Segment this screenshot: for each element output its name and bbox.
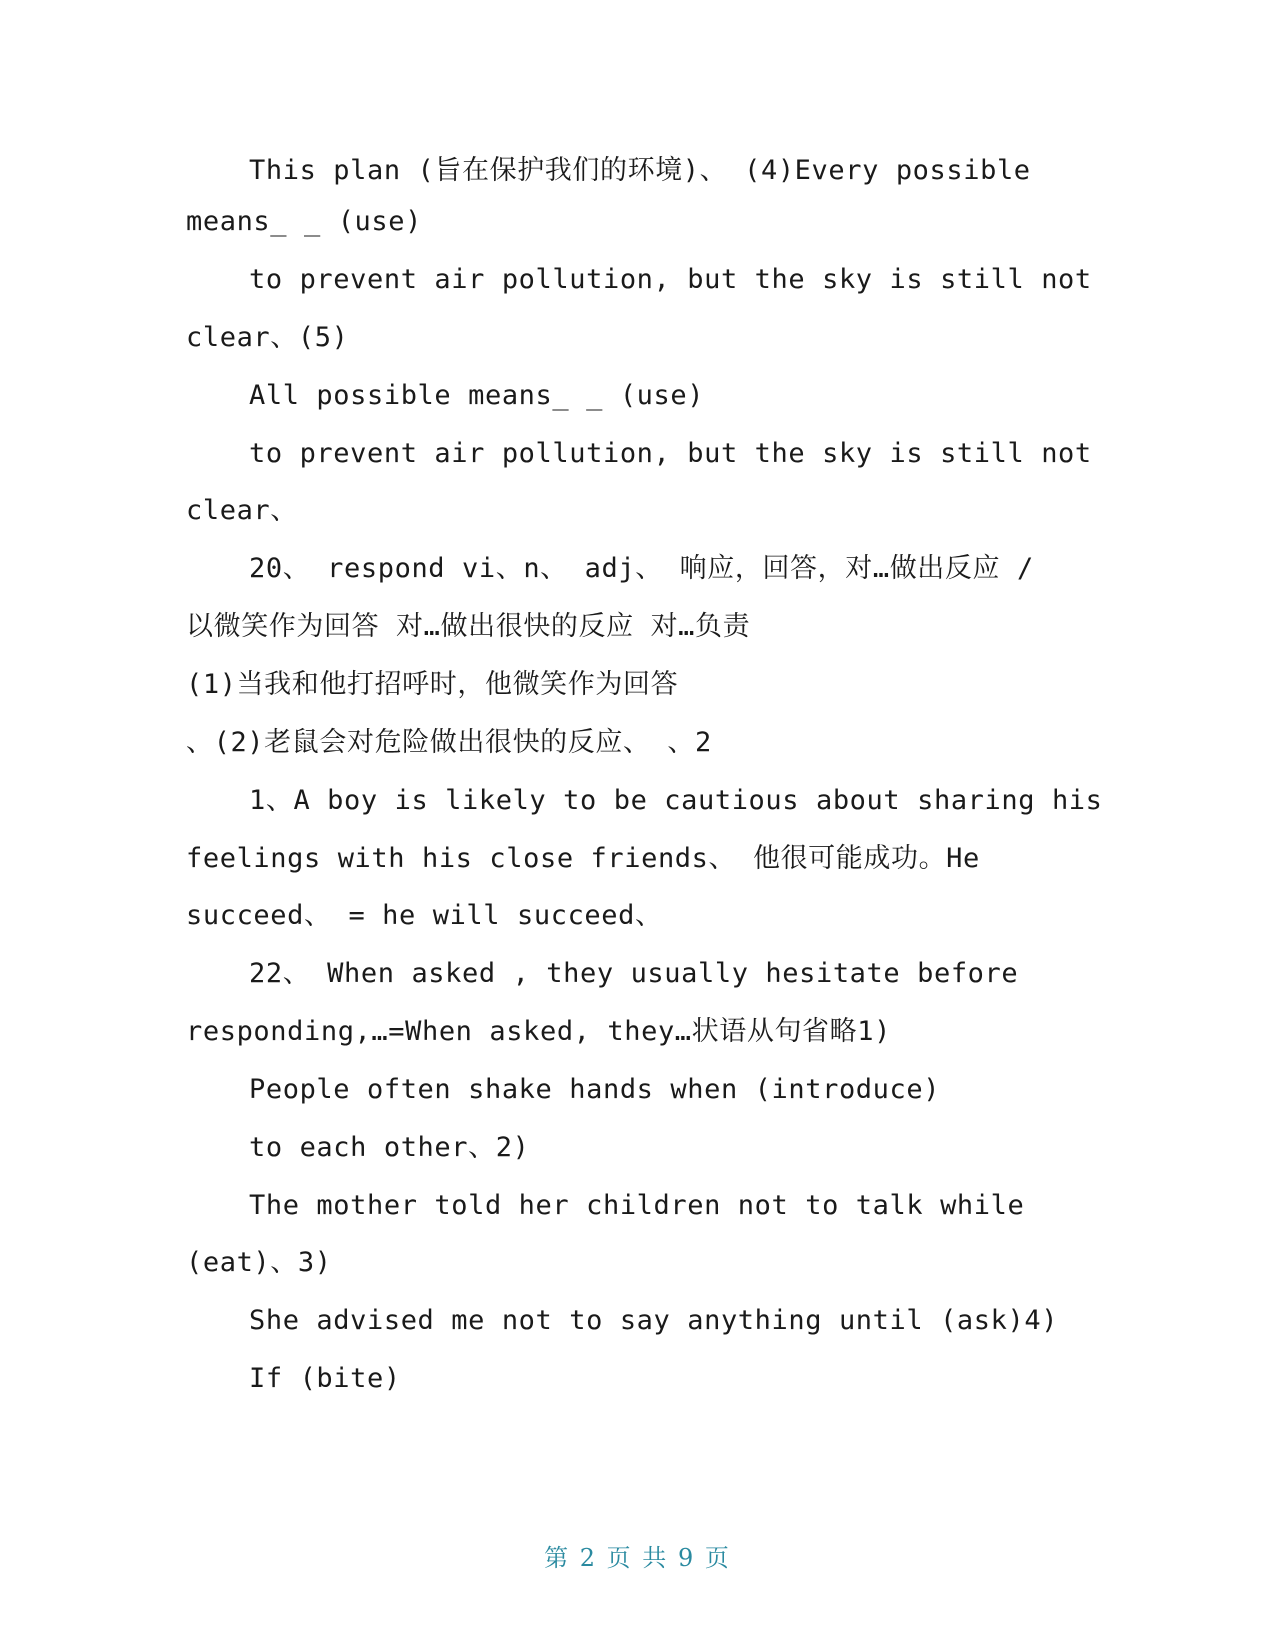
- text-line: 20、 respond vi、n、 adj、 响应，回答，对…做出反应 /: [249, 553, 1034, 584]
- text-line: 1、A boy is likely to be cautious about sharing his: [249, 785, 1103, 816]
- text-line: succeed、 = he will succeed、: [186, 900, 663, 931]
- text-line: 、(2)老鼠会对危险做出很快的反应、 、2: [186, 727, 712, 758]
- text-line: feelings with his close friends、 他很可能成功。He: [186, 843, 980, 874]
- text-line: If (bite): [249, 1363, 401, 1394]
- text-line: to each other、2): [249, 1132, 530, 1163]
- text-line: (eat)、3): [186, 1247, 332, 1278]
- page-number-footer: 第 2 页 共 9 页: [544, 1544, 731, 1572]
- text-line: 22、 When asked , they usually hesitate before: [249, 958, 1019, 989]
- text-line: (1)当我和他打招呼时，他微笑作为回答: [186, 669, 679, 700]
- text-line: means_ _ (use): [186, 206, 422, 237]
- text-line: People often shake hands when (introduce): [249, 1074, 941, 1105]
- text-line: All possible means_ _ (use): [249, 380, 705, 411]
- text-line: The mother told her children not to talk while: [249, 1190, 1025, 1221]
- text-line: to prevent air pollution, but the sky is still not: [249, 264, 1092, 295]
- text-line: to prevent air pollution, but the sky is still not: [249, 438, 1092, 469]
- text-line: responding,…=When asked, they…状语从句省略1): [186, 1016, 891, 1047]
- text-line: clear、(5): [186, 322, 349, 353]
- text-line: 以微笑作为回答 对…做出很快的反应 对…负责: [186, 611, 751, 642]
- text-line: She advised me not to say anything until (ask)4): [249, 1305, 1059, 1336]
- text-line: This plan (旨在保护我们的环境)、 (4)Every possible: [249, 155, 1031, 186]
- text-line: clear、: [186, 495, 298, 526]
